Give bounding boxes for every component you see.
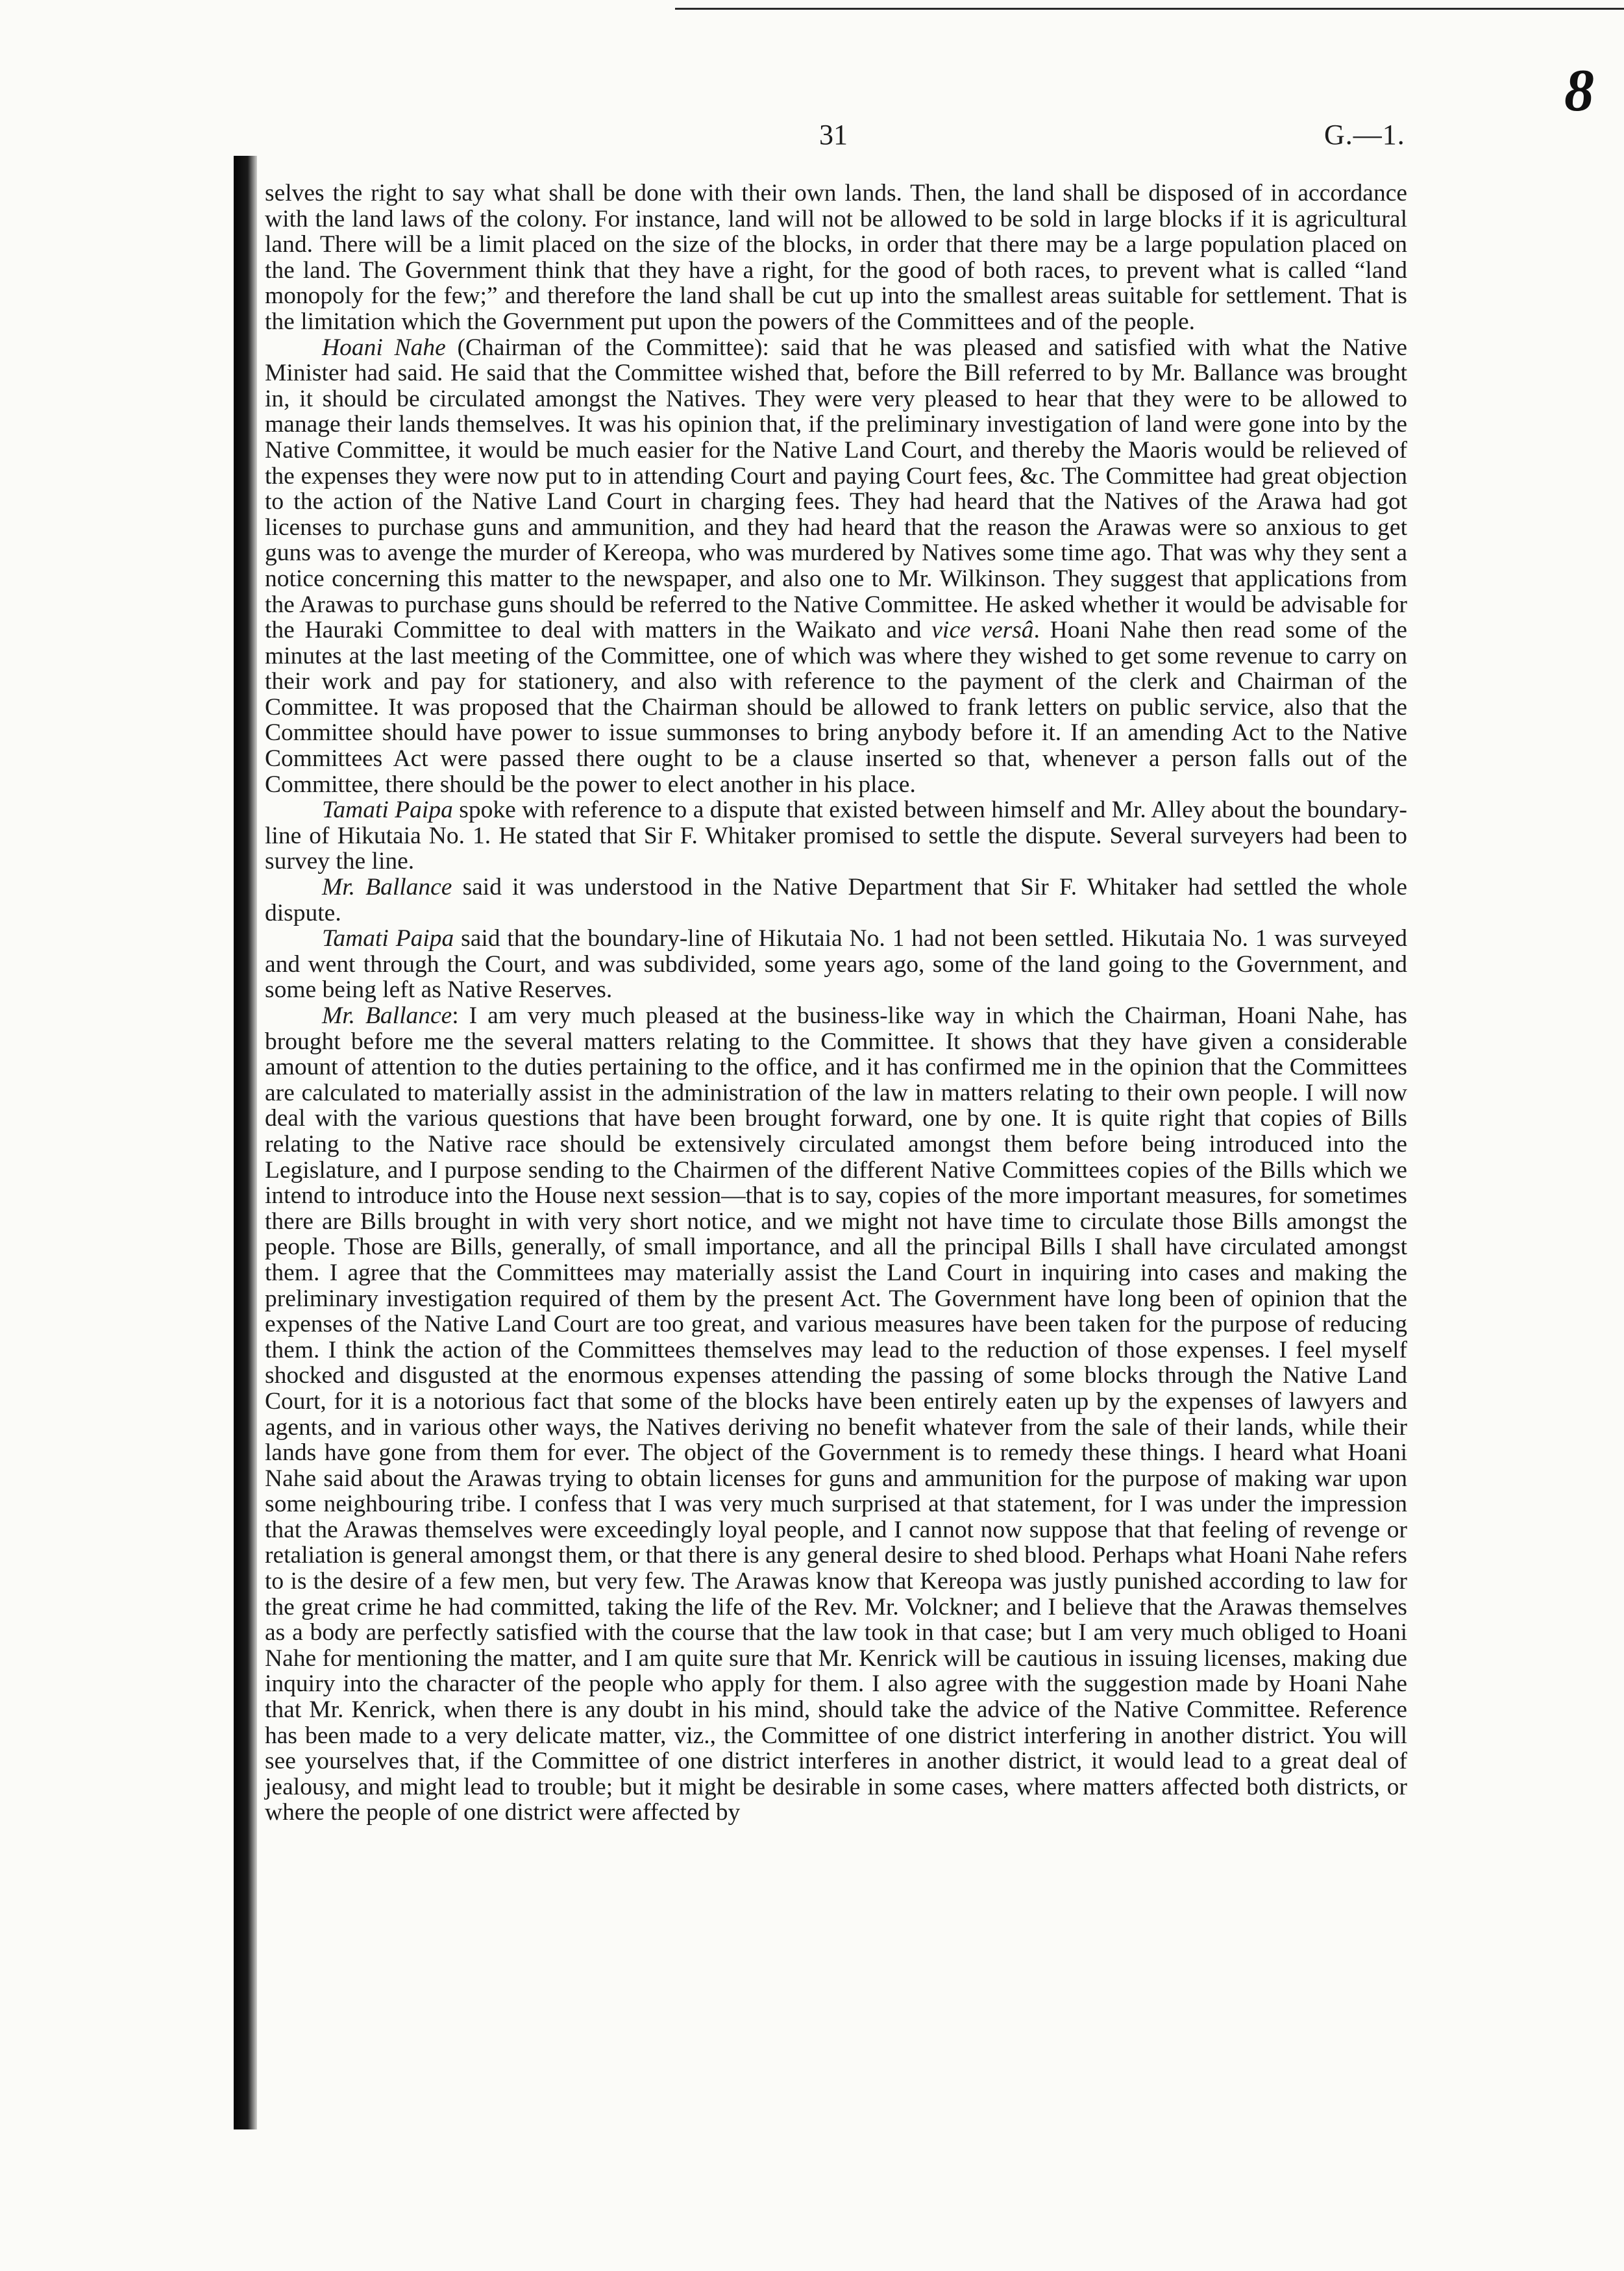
paragraph [265, 875, 1407, 926]
paragraph-text: said that the boundary-line of Hikutaia No. 1 had not been settled. Hikutaia No. 1 was surveyed and went through the Court, and was subdivided, some years ago, some of the land going to the Government, and some being left as Native Reserves. [265, 925, 1407, 1004]
paragraph [265, 1003, 1407, 1826]
paragraph-text: selves the right to say what shall be done with their own lands. Then, the land shall be disposed of in accordance with the land laws of the colony. For instance, land will not be allowed to be sold in large blocks if it is agricultural land. There will be a limit placed on the size of the blocks, in order that there may be a large population placed on the land. The Government think that they have a right, for the good of both races, to prevent what is called “land monopoly for the few;” and therefore the land shall be cut up into the smallest areas suitable for settlement. That is the limitation which the Government put upon the powers of the Committees and of the people. [265, 180, 1407, 335]
binding-edge [234, 156, 257, 2129]
paragraph [265, 926, 1407, 1003]
paragraph-text: said it was understood in the Native Department that Sir F. Whitaker had settled the whole dispute. [265, 874, 1407, 926]
corner-mark: 8 [1564, 57, 1594, 123]
speaker-name: Hoani Nahe [322, 334, 446, 361]
speaker-name: Tamati Paipa [322, 925, 454, 952]
speaker-name: Mr. Ballance [322, 1002, 452, 1029]
speaker-name: Tamati Paipa [322, 797, 453, 824]
sheet-reference: G.—1. [1324, 119, 1405, 151]
paragraph-text: (Chairman of the Committee): said that he was pleased and satisfied with what the Native Minister had said. He said that the Committee wished that, before the Bill referred to by Mr. Ballance was brought in, it should be circulated amongst the Natives. They were very pleased to hear that they were to be allowed to manage their lands themselves. It was his opinion that, if the preliminary investigation of land were gone into by the Native Committee, it would be much easier for the Native Land Court, and thereby the Maoris would be relieved of the expenses they were now put to in attending Court and paying Court fees, &c. The Committee had great objection to the action of the Native Land Court in charging fees. They had heard that the Natives of the Arawa had got licenses to purchase guns and ammunition, and they had heard that the reason the Arawas were so anxious to get guns was to avenge the murder of Kereopa, who was murdered by Natives some time ago. That was why they sent a notice concerning this matter to the newspaper, and also one to Mr. Wilkinson. They suggest that applications from the Arawas to purchase guns should be referred to the Native Committee. He asked whether it would be advisable for the Hauraki Committee to deal with matters in the Waikato and [265, 334, 1407, 644]
paragraph-text: : I am very much pleased at the business-like way in which the Chairman, Hoani Nahe, has brought before me the several matters relating to the Committee. It shows that they have given a considerable amount of attention to the duties pertaining to the office, and it has confirmed me in the opinion that the Committees are calculated to materially assist in the administration of the law in matters relating to their own people. I will now deal with the various questions that have been brought forward, one by one. It is quite right that copies of Bills relating to the Native race should be extensively circulated amongst them before being introduced into the Legislature, and I purpose sending to the Chairmen of the different Native Committees copies of the Bills which we intend to introduce into the House next session—that is to say, copies of the more important measures, for sometimes there are Bills brought in with very short notice, and we might not have time to circulate those Bills amongst the people. Those are Bills, generally, of small importance, and all the principal Bills I shall have circulated amongst them. I agree that the Committees may materially assist the Land Court in inquiring into cases and making the preliminary investigation required of them by the present Act. The Government have long been of opinion that the expenses of the Native Land Court are too great, and various measures have been taken for the purpose of reducing them. I think the action of the Committees themselves may lead to the reduction of those expenses. I feel myself shocked and disgusted at the enormous expenses attending the passing of some blocks through the Native Land Court, for it is a notorious fact that some of the blocks have been entirely eaten up by the expenses of lawyers and agents, and in various other ways, the Natives deriving no benefit whatever from the sale of their lands, while their lands have gone from them for ever. The object of the Government is to remedy these things. I heard what Hoani Nahe said about the Arawas trying to obtain licenses for guns and ammunition for the purpose of making war upon some neighbouring tribe. I confess that I was very much surprised at that statement, for I was under the impression that the Arawas themselves were exceedingly loyal people, and I cannot now suppose that that feeling of revenge or retaliation is general amongst them, or that there is any general desire to shed blood. Perhaps what Hoani Nahe refers to is the desire of a few men, but very few. The Arawas know that Kereopa was justly punished according to law for the great crime he had committed, taking the life of the Rev. Mr. Volckner; and I believe that the Arawas themselves as a body are perfectly satisfied with the course that the law took in that case; but I am very much obliged to Hoani Nahe for mentioning the matter, and I am quite sure that Mr. Kenrick will be cautious in issuing licenses, making due inquiry into the character of the people who apply for them. I also agree with the suggestion made by Hoani Nahe that Mr. Kenrick, when there is any doubt in his mind, should take the advice of the Native Committee. Reference has been made to a very delicate matter, viz., the Committee of one district interfering in another district. You will see yourselves that, if the Committee of one district interferes in another district, it would lead to a great deal of jealousy, and might lead to trouble; but it might be desirable in some cases, where matters affected both districts, or where the people of one district were affected by [265, 1002, 1407, 1826]
page-number: 31 [819, 119, 848, 151]
paragraph-text-tail: . Hoani Nahe then read some of the minutes at the last meeting of the Committee, one of which was where they wished to get some revenue to carry on their work and pay for stationery, and also with reference to the payment of the clerk and Chairman of the Committee. It was proposed that the Chairman should be allowed to frank letters on public service, also that the Committee should have power to issue summonses to bring anybody before it. If an amending Act to the Native Committees Act were passed there ought to be a clause inserted so that, whenever a person falls out of the Committee, there should be the power to elect another in his place. [265, 617, 1407, 798]
paragraph [265, 180, 1407, 335]
speaker-name: Mr. Ballance [322, 874, 452, 901]
paragraph-text: spoke with reference to a dispute that existed between himself and Mr. Alley about the boundary-line of Hikutaia No. 1. He stated that Sir F. Whitaker promised to settle the dispute. Several surveyers had been to survey the line. [265, 797, 1407, 875]
top-rule [675, 8, 1624, 10]
paragraph [265, 335, 1407, 798]
italic-phrase: vice versâ [931, 617, 1034, 644]
paragraph [265, 797, 1407, 875]
body-text [265, 180, 1407, 1826]
